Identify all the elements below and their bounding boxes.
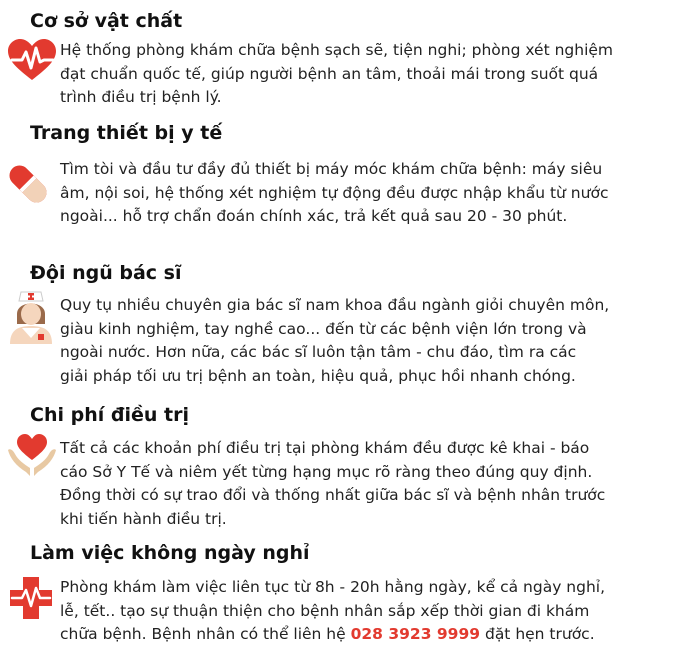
section-title: Trang thiết bị y tế (30, 122, 223, 144)
description-line: đạt chuẩn quốc tế, giúp người bệnh an tâm, thoải mái trong suốt quá (60, 64, 599, 83)
description-line: ngoài... hỗ trợ chẩn đoán chính xác, trả kết quả sau 20 - 30 phút. (60, 207, 568, 225)
medical-cross-pulse-icon (8, 575, 54, 625)
section-description (60, 576, 605, 647)
description-line: Tìm tòi và đầu tư đầy đủ thiết bị máy móc khám chữa bệnh: máy siêu (60, 160, 603, 178)
description-text: chữa bệnh. Bệnh nhân có thể liên hệ (60, 625, 351, 643)
section-description (60, 437, 605, 531)
section-description (60, 158, 608, 229)
section-title: Đội ngũ bác sĩ (30, 262, 182, 284)
pill-capsule-icon (8, 160, 48, 212)
section-title: Chi phí điều trị (30, 404, 189, 426)
description-line (60, 623, 605, 647)
description-line: trình điều trị bệnh lý. (60, 88, 222, 106)
description-line: khi tiến hành điều trị. (60, 509, 227, 528)
section-title: Cơ sở vật chất (30, 10, 183, 32)
nurse-icon (8, 288, 54, 348)
section-description (60, 39, 613, 110)
heart-pulse-icon (6, 38, 58, 86)
phone-number[interactable]: 028 3923 9999 (350, 625, 481, 643)
description-line: Hệ thống phòng khám chữa bệnh sạch sẽ, tiện nghi; phòng xét nghiệm (60, 41, 614, 59)
description-line: Tất cả các khoản phí điều trị tại phòng khám đều được kê khai - báo (60, 439, 590, 457)
description-line: ngoài nước. Hơn nữa, các bác sĩ luôn tận tâm - chu đáo, tìm ra các (60, 343, 577, 361)
description-line: Phòng khám làm việc liên tục từ 8h - 20h hằng ngày, kể cả ngày nghỉ, (60, 578, 606, 596)
description-line: lễ, tết.. tạo sự thuận thiện cho bệnh nhân sắp xếp thời gian đi khám (60, 601, 590, 620)
description-text: đặt hẹn trước. (480, 625, 595, 643)
section-title: Làm việc không ngày nghỉ (30, 542, 310, 564)
description-line: Đồng thời có sự trao đổi và thống nhất giữa bác sĩ và bệnh nhân trước (60, 486, 606, 504)
description-line: cáo Sở Y Tế và niêm yết từng hạng mục rõ ràng theo đúng quy định. (60, 462, 593, 481)
description-line: giàu kinh nghiệm, tay nghề cao... đến từ các bệnh viện lớn trong và (60, 319, 587, 338)
section-description (60, 294, 609, 388)
heart-in-hands-icon (6, 432, 58, 482)
description-line: Quy tụ nhiều chuyên gia bác sĩ nam khoa đầu ngành giỏi chuyên môn, (60, 296, 610, 314)
description-line: âm, nội soi, hệ thống xét nghiệm tự động đều được nhập khẩu từ nước (60, 183, 609, 202)
description-line: giải pháp tối ưu trị bệnh an toàn, hiệu quả, phục hồi nhanh chóng. (60, 366, 576, 385)
